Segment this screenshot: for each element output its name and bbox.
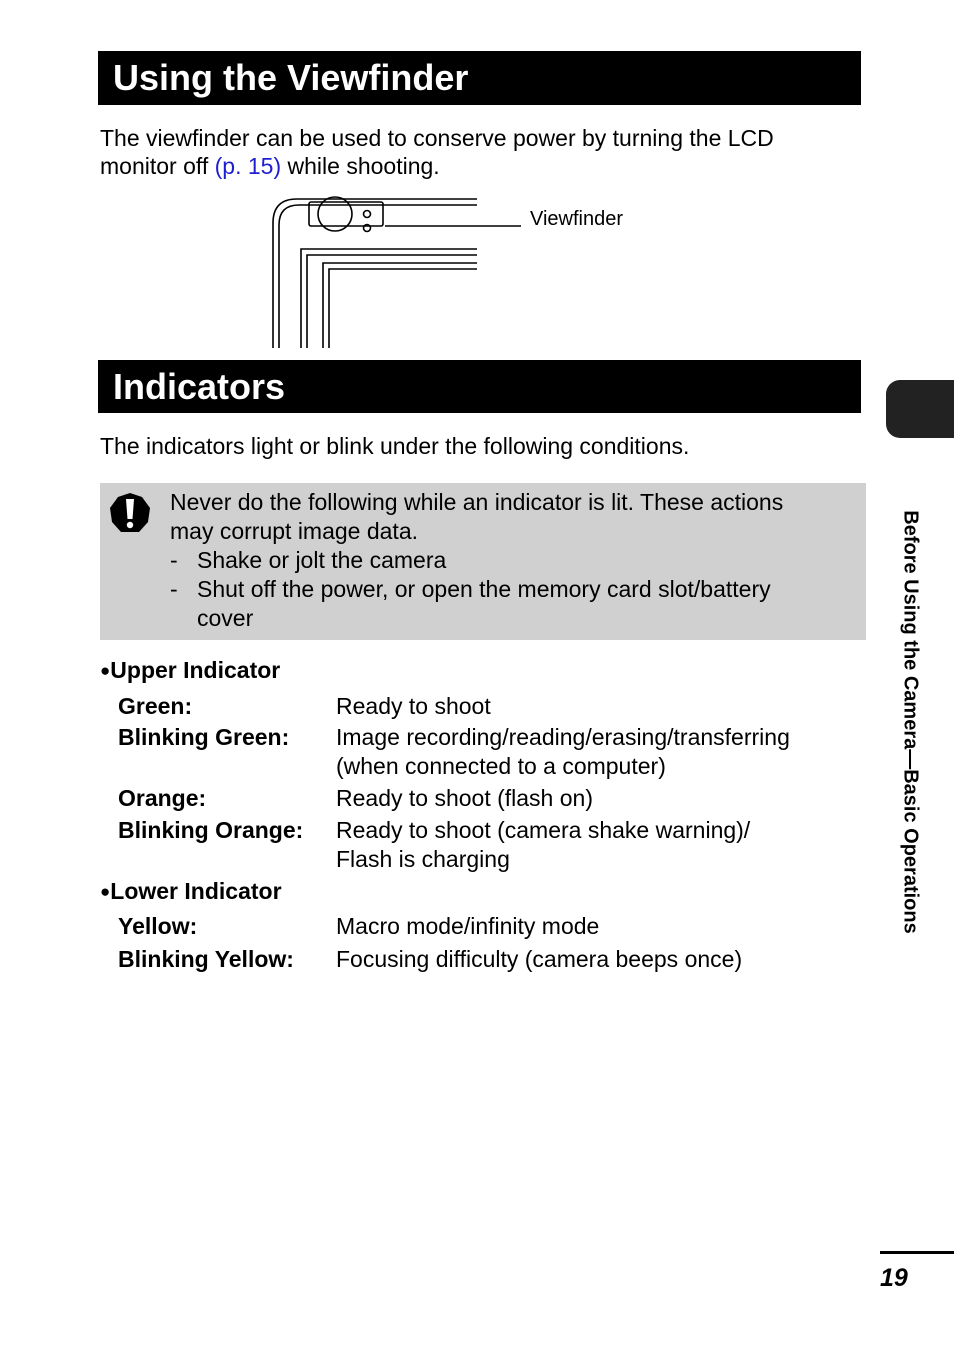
- page-15-link[interactable]: (p. 15): [214, 153, 282, 179]
- caution-line1: Never do the following while an indicator is lit. These actions: [170, 489, 784, 515]
- indicator-desc: Image recording/reading/erasing/transferring: [336, 724, 790, 750]
- indicator-term: Yellow:: [118, 913, 198, 939]
- caution-box: [100, 483, 866, 640]
- indicator-desc: Flash is charging: [336, 846, 510, 872]
- indicator-term: Blinking Orange:: [118, 817, 304, 843]
- indicator-desc: Focusing difficulty (camera beeps once): [336, 946, 743, 972]
- indicator-term: Orange:: [118, 785, 207, 811]
- viewfinder-intro-text: monitor off: [100, 153, 215, 179]
- bullet-icon: ●: [100, 882, 111, 901]
- caution-item-text-line2: cover: [197, 605, 254, 631]
- lower-indicator-heading: [100, 877, 282, 906]
- caution-item-text: Shake or jolt the camera: [197, 547, 447, 573]
- indicator-desc: Macro mode/infinity mode: [336, 913, 600, 939]
- section-title-viewfinder: Using the Viewfinder: [98, 51, 861, 105]
- indicators-intro: The indicators light or blink under the following conditions.: [100, 433, 690, 459]
- caution-item-text-line1: Shut off the power, or open the memory card slot/battery: [197, 576, 771, 602]
- indicator-desc: Ready to shoot (flash on): [336, 785, 593, 811]
- chapter-side-label-text: Before Using the Camera—Basic Operations: [899, 510, 922, 934]
- viewfinder-intro: [100, 124, 774, 180]
- upper-indicator-heading: [100, 656, 280, 685]
- lower-indicator-title: Lower Indicator: [110, 878, 282, 904]
- caution-dash: -: [170, 547, 178, 573]
- caution-item-text: [197, 575, 771, 633]
- chapter-tab-marker: [886, 380, 954, 438]
- indicator-term: Blinking Green:: [118, 724, 290, 750]
- caution-exclamation-icon: [109, 492, 151, 534]
- viewfinder-callout-label: Viewfinder: [530, 208, 624, 230]
- caution-text: [170, 488, 783, 633]
- caution-dash: -: [170, 576, 178, 602]
- caution-line2: may corrupt image data.: [170, 518, 419, 544]
- viewfinder-intro-text-end: while shooting.: [281, 153, 440, 179]
- viewfinder-intro-line2: [100, 152, 774, 180]
- section-title-indicators: Indicators: [98, 360, 861, 413]
- indicator-desc: Ready to shoot (camera shake warning)/: [336, 817, 751, 843]
- camera-viewfinder-illustration: [265, 193, 535, 353]
- caution-item: [170, 546, 783, 575]
- upper-indicator-title: Upper Indicator: [110, 657, 281, 683]
- indicator-term: Blinking Yellow:: [118, 946, 294, 972]
- footer-rule: [880, 1251, 954, 1254]
- indicator-desc: (when connected to a computer): [336, 753, 666, 779]
- indicator-desc: Ready to shoot: [336, 693, 491, 719]
- viewfinder-intro-line1: The viewfinder can be used to conserve power by turning the LCD: [100, 125, 774, 151]
- indicator-term: Green:: [118, 693, 193, 719]
- bullet-icon: ●: [100, 661, 111, 680]
- page-number: 19: [880, 1264, 908, 1292]
- caution-item: [170, 575, 783, 633]
